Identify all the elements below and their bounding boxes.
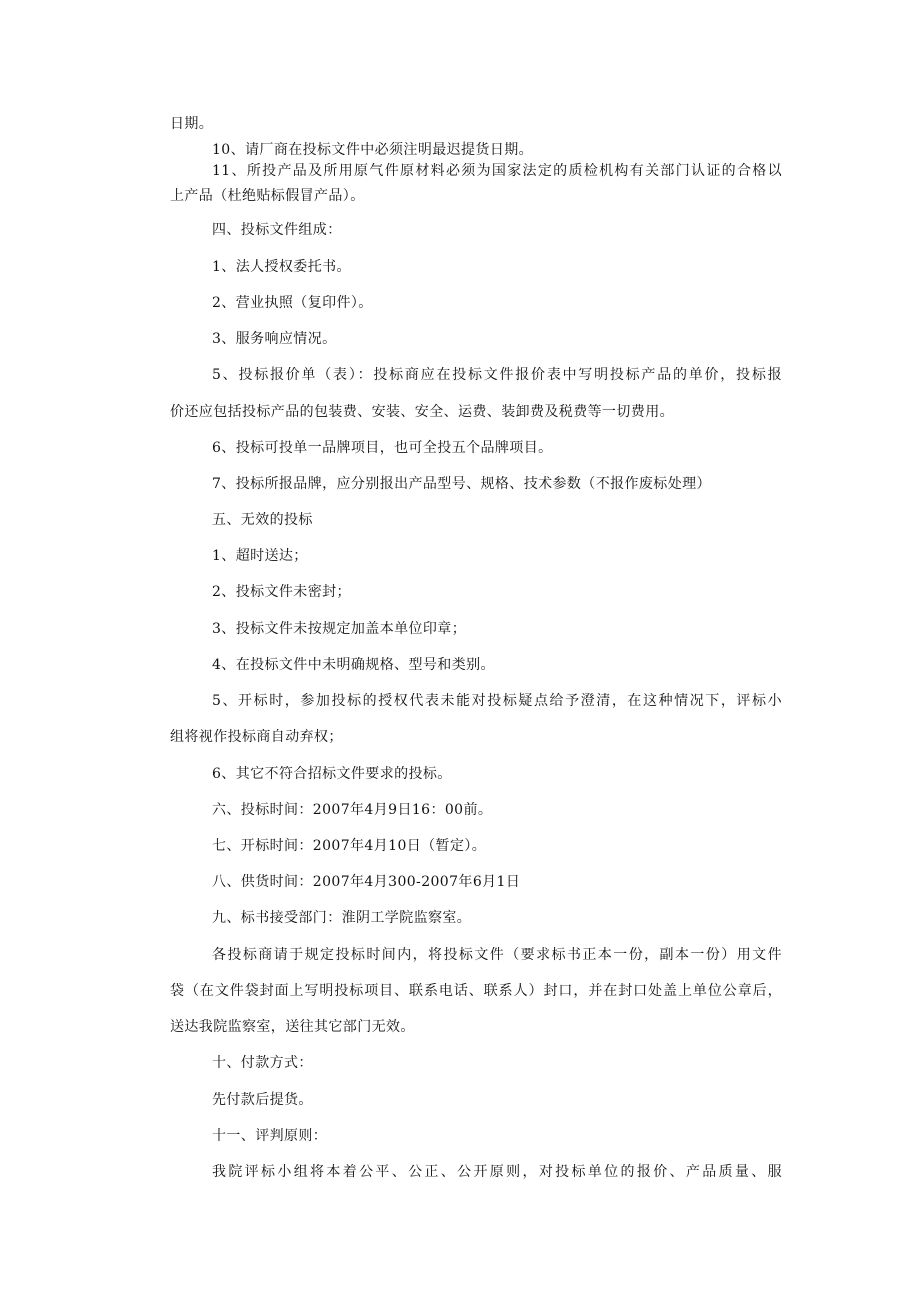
doc-line-18: 5、开标时，参加投标的授权代表未能对投标疑点给予澄清，在这种情况下，评标小 xyxy=(212,693,782,709)
doc-line-16: 3、投标文件未按规定加盖本单位印章； xyxy=(212,621,467,637)
doc-line-29: 先付款后提货。 xyxy=(212,1092,313,1108)
doc-line-27: 送达我院监察室，送往其它部门无效。 xyxy=(170,1019,415,1035)
doc-line-9: 5、投标报价单（表）：投标商应在投标文件报价表中写明投标产品的单价，投标报 xyxy=(212,367,782,383)
doc-line-6: 1、法人授权委托书。 xyxy=(212,259,351,275)
doc-line-1: 日期。 xyxy=(170,116,214,132)
doc-line-12: 7、投标所报品牌，应分别报出产品型号、规格、技术参数（不报作废标处理） xyxy=(212,476,711,492)
section-heading-8: 八、供货时间：2007年4月300-2007年6月1日 xyxy=(212,874,521,890)
section-heading-9: 九、标书接受部门：淮阴工学院监察室。 xyxy=(212,910,472,926)
doc-line-7: 2、营业执照（复印件）。 xyxy=(212,295,373,311)
doc-line-2: 10、请厂商在投标文件中必须注明最迟提货日期。 xyxy=(212,142,534,158)
section-heading-11: 十一、评判原则： xyxy=(212,1128,328,1144)
doc-line-11: 6、投标可投单一品牌项目，也可全投五个品牌项目。 xyxy=(212,440,553,456)
doc-line-20: 6、其它不符合招标文件要求的投标。 xyxy=(212,766,452,782)
doc-line-19: 组将视作投标商自动弃权； xyxy=(170,729,343,745)
doc-line-31: 我院评标小组将本着公平、公正、公开原则，对投标单位的报价、产品质量、服 xyxy=(212,1164,782,1180)
doc-line-4: 上产品（杜绝贴标假冒产品）。 xyxy=(170,188,365,204)
doc-line-8: 3、服务响应情况。 xyxy=(212,331,337,347)
doc-line-10: 价还应包括投标产品的包装费、安装、安全、运费、装卸费及税费等一切费用。 xyxy=(170,404,674,420)
section-heading-6: 六、投标时间：2007年4月9日16：00前。 xyxy=(212,802,493,818)
doc-line-26: 袋（在文件袋封面上写明投标项目、联系电话、联系人）封口，并在封口处盖上单位公章后， xyxy=(170,983,782,999)
doc-line-17: 4、在投标文件中未明确规格、型号和类别。 xyxy=(212,657,495,673)
doc-line-3: 11、所投产品及所用原气件原材料必须为国家法定的质检机构有关部门认证的合格以 xyxy=(212,163,782,179)
section-heading-5: 五、无效的投标 xyxy=(212,512,313,528)
doc-line-15: 2、投标文件未密封； xyxy=(212,584,351,600)
section-heading-7: 七、开标时间：2007年4月10日（暂定）。 xyxy=(212,838,487,854)
section-heading-10: 十、付款方式： xyxy=(212,1055,313,1071)
section-heading-4: 四、投标文件组成： xyxy=(212,222,342,238)
doc-line-25: 各投标商请于规定投标时间内，将投标文件（要求标书正本一份，副本一份）用文件 xyxy=(212,947,782,963)
doc-line-14: 1、超时送达； xyxy=(212,548,308,564)
